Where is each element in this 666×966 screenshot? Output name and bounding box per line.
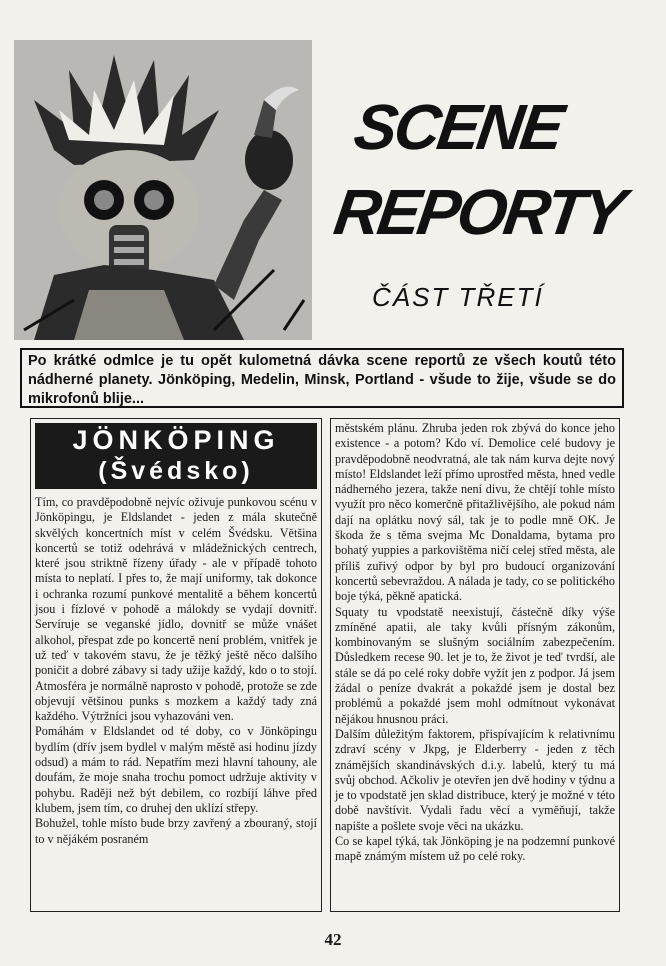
title-scene: SCENE xyxy=(349,91,566,163)
page-number: 42 xyxy=(324,930,342,949)
paragraph: Bohužel, tohle místo bude brzy zavřený a zbouraný, stojí to v nějákém posraném xyxy=(35,816,317,846)
subtitle-part-three: ČÁST TŘETÍ xyxy=(372,282,544,312)
paragraph: Co se kapel týká, tak Jönköping je na podzemní punkové mapě známým místem už po celé roky. xyxy=(335,834,615,864)
paragraph: Tím, co pravděpodobně nejvíc oživuje punkovou scénu v Jönköpingu, je Eldslandet - jeden z mála skutečně skvělých koncertních míst v celém Švédsku. Většina koncertů se totiž odehrává v mládežnických centrech, které jsou striktně řízeny úřady - ale v případě tohoto místa to neplatí. I přes to, že mají uniformy, tak dokonce i ochranka rozumí punkové mentalitě a během koncertů jsou i fízlové v pohodě a málokdy se vydají dovnitř. Servíruje se veganské jídlo, dovnitř se může vnášet alkohol, přespat zde po koncertě není problém, vnitřek je už teď v takovém stavu, že je těžký ještě něco dalšího poničit a dobré zábavy si tady užije každý, kdo o to stojí. Atmosféra je normálně naprosto v pohodě, protože se zde objevují většinou punks s mozkem a každý tady zná každého. Výtržníci jsou vyhazováni ven. xyxy=(35,495,317,724)
right-column-text xyxy=(331,419,619,865)
article-heading xyxy=(35,423,317,489)
article-left-column xyxy=(30,418,322,912)
title-reporty: REPORTY xyxy=(329,176,628,248)
article-right-column xyxy=(330,418,620,912)
paragraph: Dalším důležitým faktorem, přispívajícím k relativnímu zdraví scény v Jkpg, je Elderberry - jeden z těch známějších skandinávských d.i.y. labelů, který tu má svůj obchod. Ačkoliv je otevřen jen dvě hodiny v týdnu a je to vpodstatě jen sklad distribuce, který je možné v této době navštívit. Vydali řadu věcí a vyměňují, takže napište a pošlete svoje věci na ukázku. xyxy=(335,726,615,833)
left-column-text xyxy=(31,495,321,847)
heading-country: (Švédsko) xyxy=(98,457,254,485)
paragraph: Pomáhám v Eldslandet od té doby, co v Jönköpingu bydlím (dřív jsem bydlel v malým městě asi hodinu jízdy odsud) a mám to rád. Nepatřím mezi hlavní tahouny, ale doufám, že moje snaha trochu pomoct udržuje aktivity v pohybu. Raději než být debilem, co rozbíjí láhve před klubem, jsem tím, co druhej den uklízí střepy. xyxy=(35,724,317,815)
intro-box xyxy=(20,348,624,408)
paragraph: Squaty tu vpodstatě neexistují, částečně díky výše zmíněné apatii, ale taky kvůli přísným zákonům, kombinovaným se slušným sociálním zabezpečením. Důsledkem recese 90. let je to, že život je teď tvrdší, ale stále se dá po celé roky dobře vyžít jen z podpor. Já jsem žádal o peníze dvakrát a pokaždé jsem je dostal bez problémů a pokaždé jsem mohl odmítnout vykonávat nějákou hnusnou práci. xyxy=(335,604,615,726)
intro-text: Po krátké odmlce je tu opět kulometná dávka scene reportů ze všech koutů této nádherné planety. Jönköping, Medelin, Minsk, Portland - všude to žije, všude se do mikrofonů blije... xyxy=(28,353,616,407)
punk-figure-drawing xyxy=(14,40,312,340)
paragraph: městském plánu. Zhruba jeden rok zbývá do konce jeho existence - a potom? Kdo ví. Demolice celé budovy je pravděpodobně neodvratná, ale tak nám kurva dejte nový místo! Eldslandet leží přímo uprostřed města, hned vedle nádherného jezera, takže není divu, že chtějí tohle místo využít pro něco komerčně přitažlivějšího, ale pokud nám dají na oplátku nový sál, tak je to podle mně OK. Je škoda že s těma svejma Mc Donaldama, bytama pro bohatý yuppies a parkovištěma ničí celej střed města, ale příliš zuřivý odpor by byl pro budoucí organizování koncertů sebevraždou. A nálada je tady, co se politického boje týká, pěkně apatická. xyxy=(335,421,615,604)
heading-city: JÖNKÖPING xyxy=(72,425,280,455)
illustration-punk-gasmask xyxy=(14,40,312,340)
